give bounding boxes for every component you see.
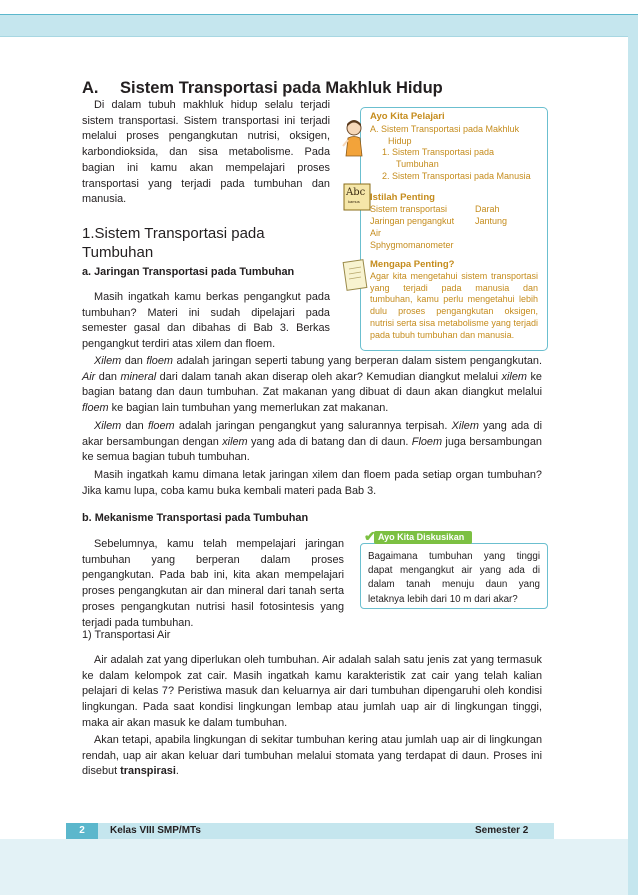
checkmark-icon: ✔ [364,528,376,544]
istilah-term: Sphygmomanometer [370,240,454,250]
intro-paragraph: Di dalam tubuh makhluk hidup selalu terjadi sistem transportasi. Sistem transportasi ini terjadi melalui proses pengangkutan nutrisi, oksigen, karbondioksida, dan sisa metabolisme. Pada bagian ini kamu akan mempelajari proses transportasi yang terjadi pada tumbuhan dan manusia. [82,99,330,206]
top-band-line [0,14,638,15]
ayo-kita-pelajari-title: Ayo Kita Pelajari [370,111,445,122]
ayo-kita-diskusikan-badge: Ayo Kita Diskusikan [374,531,472,544]
istilah-term: Sistem transportasi [370,204,448,214]
sub-a-heading: a. Jaringan Transportasi pada Tumbuhan [82,266,295,278]
sub-a-paragraph-4: Masih ingatkah kamu dimana letak jaringan xilem dan floem pada setiap organ tumbuhan? Jika kamu lupa, coba kamu buka kembali materi pada Bab 3. [82,469,542,497]
sub-a-paragraph-1: Masih ingatkah kamu berkas pengangkut pada tumbuhan? Materi ini sudah dipelajari pada semester gasal dan dibahas di Bab 3. Berkas pengangkut terdiri atas xilem dan floem. [82,291,330,351]
dictionary-icon [342,178,372,212]
sub-a-paragraph-2: Xilem dan floem adalah jaringan seperti tabung yang berperan dalam sistem pengangkutan. Air dan mineral dari dalam tanah akan diserap oleh akar? Kemudian diangkut melalui xilem ke bagian batang dan daun tumbuhan. Zat makanan yang dibuat di daun akan diangkut melalui floem ke bagian lain tumbuhan yang memerlukan zat makanan. [82,355,542,415]
sub-b-paragraph-3: Akan tetapi, apabila lingkungan di sekitar tumbuhan kering atau jumlah uap air di lingkungan rendah, uap air akan keluar dari tumbuhan melalui stomata yang terdapat di daun. Proses ini disebut transpirasi. [82,734,542,778]
footer-semester: Semester 2 [475,825,529,836]
top-band [0,14,638,36]
mengapa-penting-text: Agar kita mengetahui sistem transportasi yang terjadi pada manusia dan tumbuhan, kamu perlu mengetahui lebih dulu proses pengangkutan oksigen, nutrisi serta sisa metabolisme yang terjadi pada tubuh tumbuhan dan manusia. [370,271,538,340]
diskusi-question: Bagaimana tumbuhan yang tinggi dapat mengangkut air yang ada di dalam tanah menuju daun yang letaknya lebih dari 10 m dari akar? [368,551,540,605]
section-title: Sistem Transportasi pada Makhluk Hidup [120,79,443,97]
bottom-band [0,839,628,895]
student-girl-icon [340,118,368,158]
istilah-penting-title: Istilah Penting [370,192,435,203]
istilah-term: Jantung [475,216,508,226]
section-heading [82,79,443,98]
subsection-title-line2: Tumbuhan [82,244,154,261]
istilah-term: Air [370,228,381,238]
sub-b-paragraph-1: Sebelumnya, kamu telah mempelajari jaringan tumbuhan yang berperan dalam proses pengangkutan. Pada bab ini, kita akan mempelajari proses pengangkutan air dan mineral dari tanah serta proses pengangkutan nutrisi hasil fotosintesis yang terjadi pada tumbuhan. [82,538,344,629]
subsection-title-line1: 1.Sistem Transportasi pada [82,225,265,242]
list-item-transportasi-air: 1) Transportasi Air [82,629,171,641]
page-number: 2 [66,823,98,839]
right-margin-strip [628,36,638,895]
sub-b-paragraph-2: Air adalah zat yang diperlukan oleh tumbuhan. Air adalah salah satu jenis zat yang termasuk ke dalam kelompok zat cair. Masih ingatkah kamu karakteristik zat cair yang telah kalian pelajari di kelas 7? Peristiwa masuk dan keluarnya air dari tumbuhan dipengaruhi oleh kondisi lingkungan. Pada saat kondisi lingkungan lembap atau jumlah uap air di lingkungan tinggi, maka air akan masuk ke dalam tumbuhan. [82,654,542,729]
sub-b-heading: b. Mekanisme Transportasi pada Tumbuhan [82,512,309,524]
subsection-heading [82,224,332,262]
ayo-item-a: A. Sistem Transportasi pada Makhluk Hidup 1. Sistem Transportasi pada Tumbuhan 2. Sistem Transportasi pada Manusia [370,124,531,181]
footer-grade: Kelas VIII SMP/MTs [110,825,201,836]
svg-text:kamus: kamus [348,199,360,204]
mengapa-penting-title: Mengapa Penting? [370,259,455,270]
istilah-term: Jaringan pengangkut [370,216,455,226]
sub-a-paragraph-3: Xilem dan floem adalah jaringan pengangkut yang salurannya terpisah. Xilem yang ada di akar bersambungan dengan xilem yang ada di batang dan di daun. Floem juga bersambungan ke semua bagian tubuh tumbuhan. [82,420,543,464]
note-paper-icon [342,257,370,293]
svg-text:Abc: Abc [346,187,366,198]
header-divider [0,36,628,37]
section-number: A. [82,79,99,97]
istilah-term: Darah [475,204,500,214]
